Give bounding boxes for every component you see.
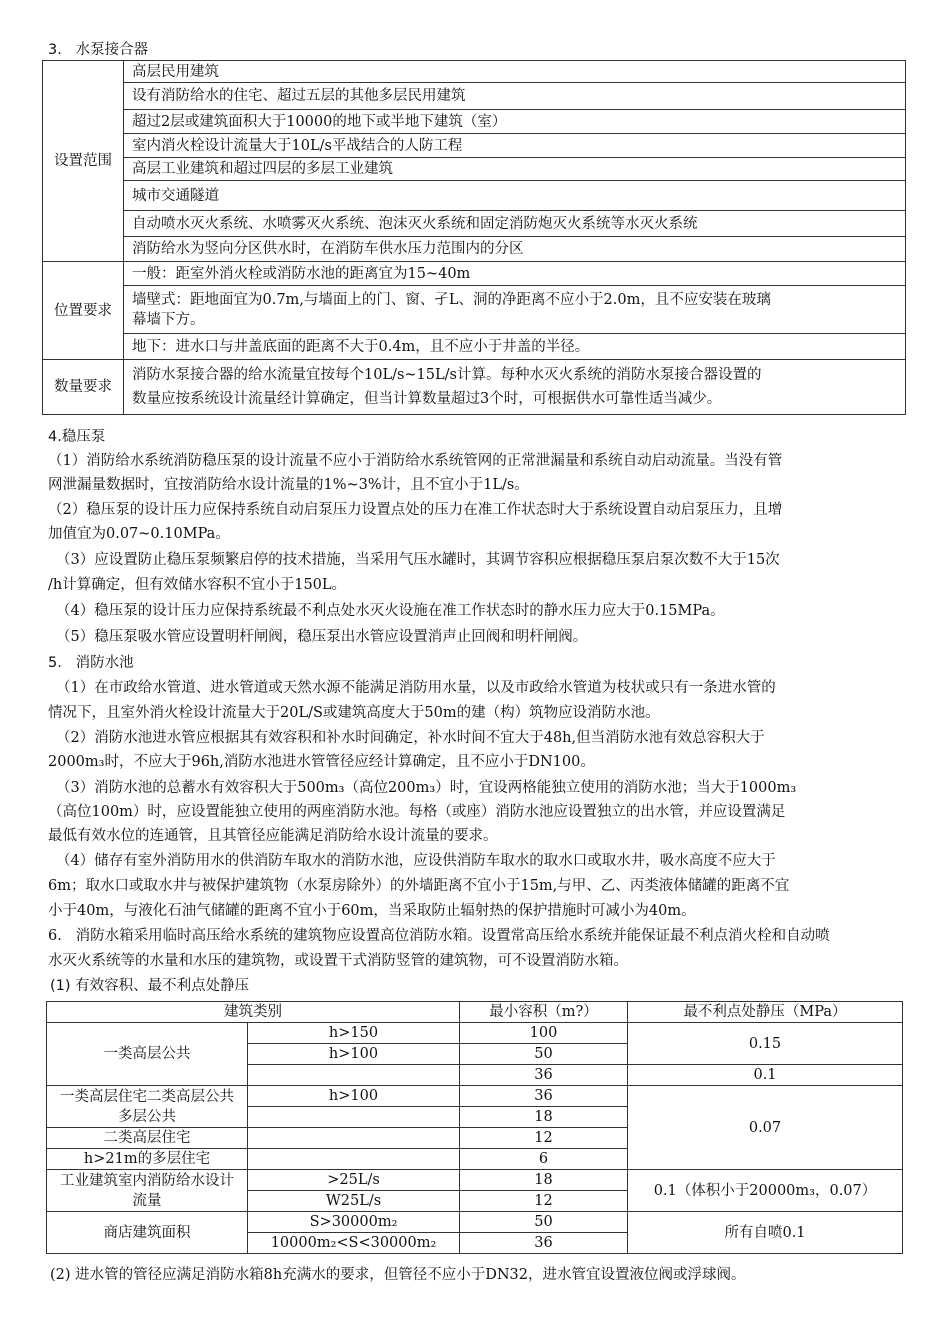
paragraph-line: (2) 进水管的管径应满足消防水箱8h充满水的要求，但管径不应小于DN32，进水管宜设置液位阀或浮球阀。 <box>50 1267 746 1283</box>
paragraph-line: 6m；取水口或取水井与被保护建筑物（水泵房除外）的外墙距离不宜小于15m,与甲、乙、丙类液体储罐的距离不宜 <box>48 878 790 894</box>
paragraph-line: 小于40m，与液化石油气储罐的距离不宜小于60m，当采取防止辐射热的保护措施时可减小为40m。 <box>48 903 696 919</box>
condition-cell: W25L/s <box>248 1191 460 1212</box>
paragraph-line: （1）在市政给水管道、进水管道或天然水源不能满足消防用水量，以及市政给水管道为枝状或只有一条进水管的 <box>56 680 776 696</box>
paragraph-line: （1）消防给水系统消防稳压泵的设计流量不应小于消防给水系统管网的正常泄漏量和系统自动启动流量。当没有管 <box>48 453 783 469</box>
section-4-title: 4.稳压泵 <box>48 429 106 445</box>
scope-item: 超过2层或建筑面积大于10000的地下或半地下建筑（室） <box>124 110 906 134</box>
category-cell: 工业建筑室内消防给水设计流量 <box>47 1170 248 1212</box>
volume-cell: 12 <box>460 1128 628 1149</box>
header-building-category: 建筑类别 <box>47 1002 460 1023</box>
water-tank-table <box>46 1001 903 1254</box>
condition-cell: h>150 <box>248 1023 460 1044</box>
paragraph-line: （4）储存有室外消防用水的供消防车取水的消防水池，应设供消防车取水的取水口或取水井，吸水高度不应大于 <box>56 853 776 869</box>
paragraph-line: 网泄漏量数据时，宜按消防给水设计流量的1%~3%计，且不宜小于1L/s。 <box>48 477 529 493</box>
volume-cell: 100 <box>460 1023 628 1044</box>
pressure-cell: 0.15 <box>628 1023 903 1065</box>
paragraph-line: 情况下，且室外消火栓设计流量大于20L/S或建筑高度大于50m的建（构）筑物应设消防水池。 <box>48 705 660 721</box>
section-3-title: 3. 水泵接合器 <box>48 42 149 58</box>
volume-cell: 36 <box>460 1233 628 1254</box>
header-static-pressure: 最不利点处静压（MPa） <box>628 1002 903 1023</box>
category-cell: 一类高层住宅二类高层公共多层公共 <box>47 1086 248 1128</box>
scope-item: 消防给水为竖向分区供水时，在消防车供水压力范围内的分区 <box>124 237 906 262</box>
condition-cell: h>100 <box>248 1086 460 1107</box>
volume-cell: 6 <box>460 1149 628 1170</box>
volume-cell: 36 <box>460 1086 628 1107</box>
volume-cell: 50 <box>460 1212 628 1233</box>
volume-cell: 12 <box>460 1191 628 1212</box>
condition-cell <box>248 1107 460 1128</box>
condition-cell <box>248 1065 460 1086</box>
paragraph-line: （5）稳压泵吸水管应设置明杆闸阀，稳压泵出水管应设置消声止回阀和明杆闸阀。 <box>56 629 588 645</box>
position-item-line: 墙壁式：距地面宜为0.7m,与墙面上的门、窗、孑L、洞的净距离不应小于2.0m，且不应安装在玻璃 <box>132 291 771 308</box>
paragraph-line: （4）稳压泵的设计压力应保持系统最不利点处水灭火设施在准工作状态时的静水压力应大于0.15MPa。 <box>56 603 725 619</box>
condition-cell: h>100 <box>248 1044 460 1065</box>
volume-cell: 18 <box>460 1170 628 1191</box>
paragraph-line: （高位100m）时，应设置能独立使用的两座消防水池。每格（或座）消防水池应设置独立的出水管，并应设置满足 <box>48 804 786 820</box>
paragraph-line: /h计算确定，但有效储水容积不宜小于150L。 <box>48 577 347 593</box>
position-label: 位置要求 <box>43 262 124 360</box>
category-cell: 一类高层公共 <box>47 1023 248 1086</box>
scope-item: 设有消防给水的住宅、超过五层的其他多层民用建筑 <box>124 83 906 110</box>
pressure-cell: 0.07 <box>628 1086 903 1170</box>
paragraph-line: 2000m₃时，不应大于96h,消防水池进水管管径应经计算确定，且不应小于DN100。 <box>48 754 595 770</box>
scope-item: 高层民用建筑 <box>124 61 906 83</box>
paragraph-line: （2）消防水池进水管应根据其有效容积和补水时间确定，补水时间不宜大于48h,但当消防水池有效总容积大于 <box>56 730 765 746</box>
scope-label: 设置范围 <box>43 61 124 262</box>
position-item <box>124 286 906 334</box>
condition-cell: 10000m₂<S<30000m₂ <box>248 1233 460 1254</box>
quantity-label: 数量要求 <box>43 360 124 415</box>
quantity-line: 消防水泵接合器的给水流量宜按每个10L/s~15L/s计算。每种水灭火系统的消防水泵接合器设置的 <box>132 367 762 383</box>
condition-cell <box>248 1149 460 1170</box>
category-cell: 二类高层住宅 <box>47 1128 248 1149</box>
category-cell: 商店建筑面积 <box>47 1212 248 1254</box>
subsection-title: (1) 有效容积、最不利点处静压 <box>50 978 250 994</box>
scope-item: 高层工业建筑和超过四层的多层工业建筑 <box>124 158 906 181</box>
paragraph-line: （3）消防水池的总蓄水有效容积大于500m₃（高位200m₃）时，宜设两格能独立使用的消防水池；当大于1000m₃ <box>56 780 797 796</box>
condition-cell: S>30000m₂ <box>248 1212 460 1233</box>
position-item-line: 幕墙下方。 <box>132 311 205 328</box>
section-5-title: 5. 消防水池 <box>48 655 134 671</box>
scope-item: 室内消火栓设计流量大于10L/s平战结合的人防工程 <box>124 134 906 158</box>
volume-cell: 50 <box>460 1044 628 1065</box>
paragraph-line: 6. 消防水箱采用临时高压给水系统的建筑物应设置高位消防水箱。设置常高压给水系统并能保证最不利点消火栓和自动喷 <box>48 928 830 944</box>
position-item: 地下：进水口与井盖底面的距离不大于0.4m，且不应小于井盖的半径。 <box>124 334 906 360</box>
pump-adapter-table <box>42 60 906 415</box>
paragraph-line: （3）应设置防止稳压泵频繁启停的技术措施，当采用气压水罐时，其调节容积应根据稳压泵启泵次数不大于15次 <box>56 552 780 568</box>
quantity-line: 数量应按系统设计流量经计算确定，但当计算数量超过3个时，可根据供水可靠性适当减少。 <box>132 391 722 407</box>
condition-cell <box>248 1128 460 1149</box>
paragraph-line: 水灭火系统等的水量和水压的建筑物，或设置干式消防竖管的建筑物，可不设置消防水箱。 <box>48 953 628 969</box>
pressure-cell: 0.1（体积小于20000m₃，0.07） <box>628 1170 903 1212</box>
pressure-cell: 0.1 <box>628 1065 903 1086</box>
paragraph-line: 加值宜为0.07~0.10MPa。 <box>48 526 230 542</box>
paragraph-line: （2）稳压泵的设计压力应保持系统自动启泵压力设置点处的压力在准工作状态时大于系统设置自动启泵压力，且增 <box>48 502 783 518</box>
header-min-volume: 最小容积（m?） <box>460 1002 628 1023</box>
volume-cell: 18 <box>460 1107 628 1128</box>
scope-item: 自动喷水灭火系统、水喷雾灭火系统、泡沫灭火系统和固定消防炮灭火系统等水灭火系统 <box>124 211 906 237</box>
scope-item: 城市交通隧道 <box>124 181 906 211</box>
pressure-cell: 所有自喷0.1 <box>628 1212 903 1254</box>
position-item: 一般：距室外消火栓或消防水池的距离宜为15~40m <box>124 262 906 286</box>
category-cell: h>21m的多层住宅 <box>47 1149 248 1170</box>
paragraph-line: 最低有效水位的连通管，且其管径应能满足消防给水设计流量的要求。 <box>48 828 498 844</box>
volume-cell: 36 <box>460 1065 628 1086</box>
condition-cell: >25L/s <box>248 1170 460 1191</box>
quantity-item <box>124 360 906 415</box>
